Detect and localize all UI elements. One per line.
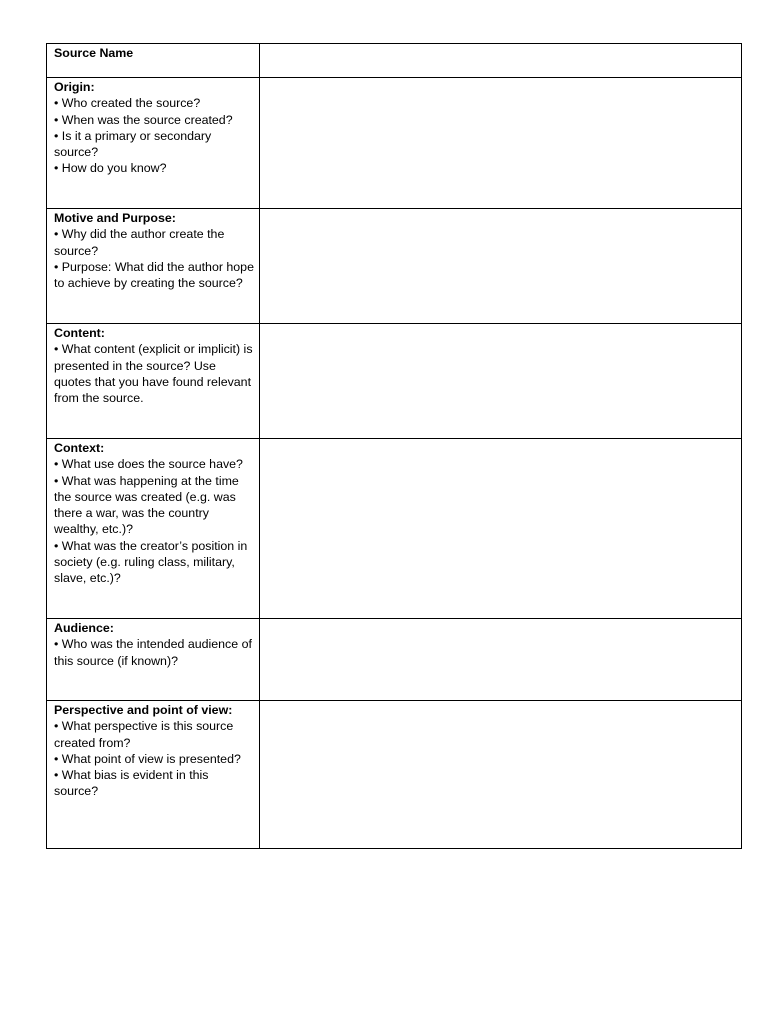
question-item: • What was the creator’s position in society (e.g. ruling class, military, slave, etc.)? <box>54 538 248 586</box>
question-item: • Why did the author create the source? <box>54 227 225 258</box>
row-heading: Content: <box>54 326 105 340</box>
row-heading: Origin: <box>54 80 95 94</box>
question-item: • What point of view is presented? <box>54 751 241 766</box>
answer-cell-context[interactable] <box>260 439 742 619</box>
table-row <box>47 78 742 209</box>
question-item: • What use does the source have? <box>54 457 243 472</box>
answer-cell-perspective[interactable] <box>260 701 742 849</box>
question-item: • Purpose: What did the author hope to achieve by creating the source? <box>54 259 254 291</box>
prompt-cell-perspective <box>47 701 260 849</box>
prompt-cell-motive-purpose <box>47 209 260 324</box>
answer-cell-source-name[interactable] <box>260 44 742 78</box>
question-item: • Who created the source? <box>54 96 201 111</box>
question-list <box>54 456 255 586</box>
table-row <box>47 439 742 619</box>
prompt-cell-origin <box>47 78 260 209</box>
question-item: • Is it a primary or secondary source? <box>54 128 212 160</box>
row-heading: Perspective and point of view: <box>54 703 233 717</box>
table-row <box>47 701 742 849</box>
prompt-cell-audience <box>47 619 260 701</box>
question-item: • Who was the intended audience of this source (if known)? <box>54 637 252 668</box>
question-item: • What bias is evident in this source? <box>54 768 209 799</box>
answer-cell-content[interactable] <box>260 324 742 439</box>
prompt-cell-source-name <box>47 44 260 78</box>
table-row <box>47 619 742 701</box>
question-item: • What content (explicit or implicit) is presented in the source? Use quotes that you have found relevant from the source. <box>54 342 253 406</box>
question-list <box>54 718 255 799</box>
question-item: • How do you know? <box>54 161 167 176</box>
question-list <box>54 95 255 176</box>
row-heading: Audience: <box>54 621 114 635</box>
question-list <box>54 226 255 291</box>
answer-cell-origin[interactable] <box>260 78 742 209</box>
question-item: • What was happening at the time the source was created (e.g. was there a war, was the country wealthy, etc.)? <box>54 473 239 537</box>
prompt-cell-context <box>47 439 260 619</box>
answer-cell-audience[interactable] <box>260 619 742 701</box>
table-row <box>47 324 742 439</box>
source-analysis-table <box>46 43 742 849</box>
answer-cell-motive-purpose[interactable] <box>260 209 742 324</box>
prompt-cell-content <box>47 324 260 439</box>
question-list <box>54 341 255 406</box>
row-heading: Motive and Purpose: <box>54 211 176 225</box>
table-row <box>47 209 742 324</box>
question-item: • When was the source created? <box>54 112 233 127</box>
question-list <box>54 636 255 669</box>
question-item: • What perspective is this source created from? <box>54 719 234 750</box>
row-heading: Source Name <box>54 46 134 60</box>
row-heading: Context: <box>54 441 105 455</box>
table-row <box>47 44 742 78</box>
